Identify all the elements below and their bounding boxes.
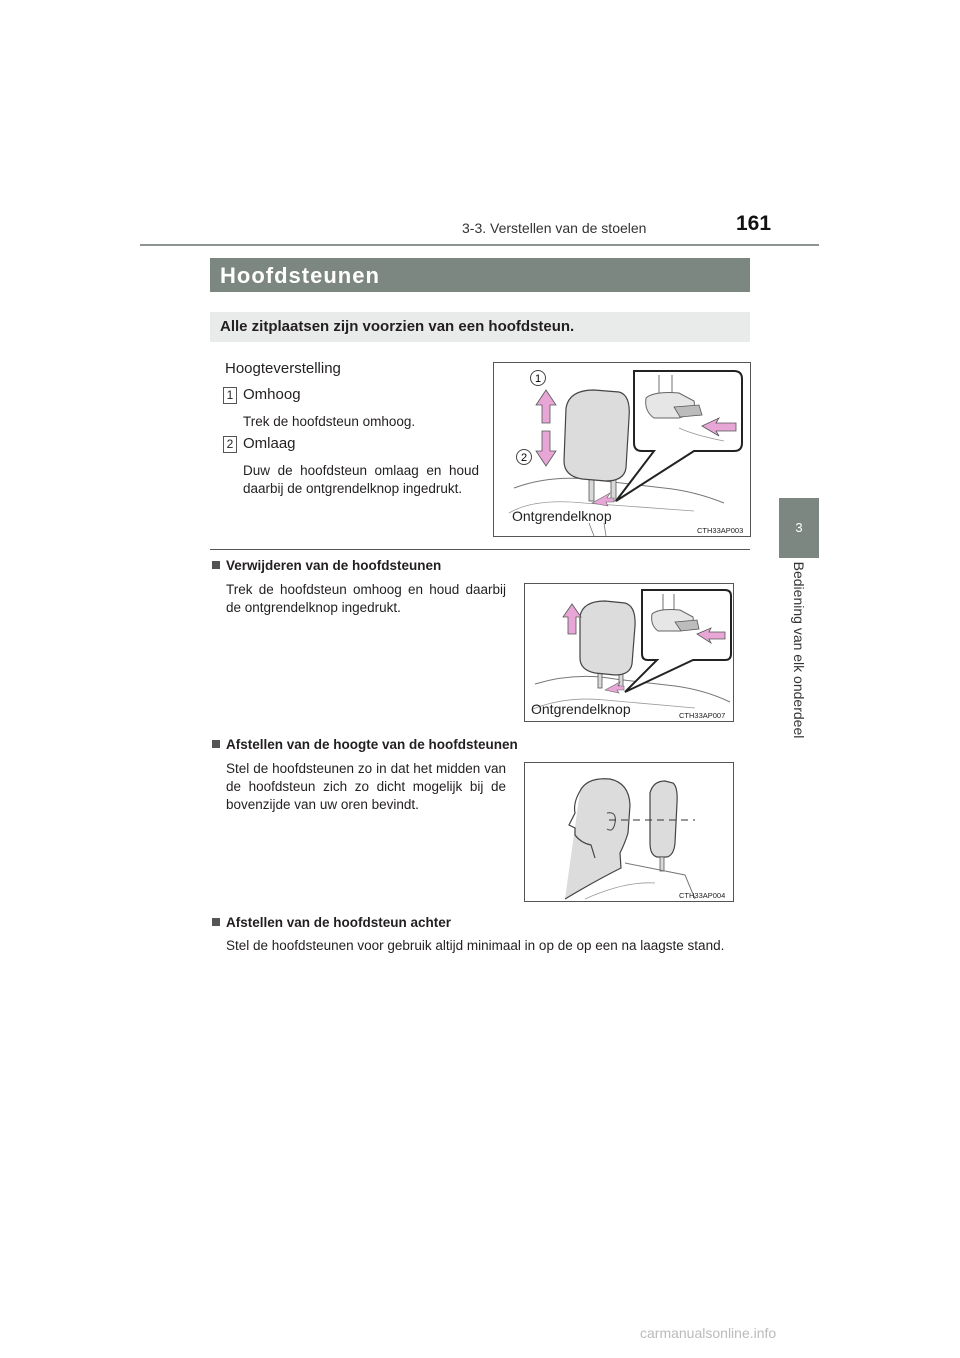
figure-code-2: CTH33AP007 — [679, 711, 726, 720]
section-heading-rear-text: Afstellen van de hoofdsteun achter — [226, 915, 452, 930]
zoom-bubble — [616, 371, 742, 501]
item-label-down: Omlaag — [243, 435, 296, 452]
header-rule — [140, 244, 819, 246]
bullet-square — [212, 561, 220, 569]
section-title: 3-3. Verstellen van de stoelen — [462, 220, 647, 236]
chapter-tab-label: Bediening van elk onderdeel — [791, 561, 807, 739]
page-title-bar — [210, 258, 750, 292]
headrest-stem — [660, 857, 664, 871]
intro-bar — [210, 312, 750, 342]
figure-height-adjust — [493, 362, 751, 537]
page-title: Hoofdsteunen — [220, 263, 380, 288]
figure-head-position — [524, 762, 734, 902]
item-number-1: 1 — [223, 387, 237, 404]
section-heading-height-text: Afstellen van de hoogte van de hoofdsteunen — [226, 737, 518, 752]
section-text-remove: Trek de hoofdsteun omhoog en houd daarbij de ontgrendelknop ingedrukt. — [226, 582, 506, 615]
arrow-up-icon — [563, 604, 581, 634]
item-label-up: Omhoog — [243, 386, 301, 403]
section-heading-remove — [212, 558, 441, 573]
headrest-adjust-illustration — [494, 363, 750, 536]
seat-contour — [585, 883, 655, 899]
height-adjust-heading: Hoogteverstelling — [225, 360, 341, 377]
callout-1-text: 1 — [534, 373, 542, 385]
head-silhouette — [565, 779, 630, 899]
section-heading-height — [212, 737, 518, 752]
bullet-square — [212, 740, 220, 748]
figure-code-3: CTH33AP004 — [679, 891, 726, 900]
intro-text: Alle zitplaatsen zijn voorzien van een hoofdsteun. — [220, 318, 575, 335]
section-text-rear: Stel de hoofdsteunen voor gebruik altijd minimaal in op de op een na laagste stand. — [226, 938, 725, 953]
bullet-square — [212, 918, 220, 926]
item-desc-down: Duw de hoofdsteun omlaag en houd daarbij de ontgrendelknop ingedrukt. — [243, 463, 479, 496]
headrest — [580, 601, 635, 675]
callout-2-text: 2 — [520, 452, 528, 464]
section-text-height: Stel de hoofdsteunen zo in dat het midden van de hoofdsteun zich zo dicht mogelijk bij de bovenzijde van uw oren bevindt. — [226, 761, 506, 812]
chapter-tab: 3 — [779, 498, 819, 558]
zoom-bubble — [625, 590, 731, 692]
release-button-label: Ontgrendelknop — [531, 701, 631, 717]
figure-remove-headrest — [524, 583, 734, 722]
headrest-remove-illustration — [525, 584, 733, 721]
footer-watermark: carmanualsonline.info — [640, 1325, 777, 1341]
page-number: 161 — [736, 212, 772, 235]
item-number-2: 2 — [223, 436, 237, 453]
section-separator — [210, 549, 750, 550]
section-heading-remove-text: Verwijderen van de hoofdsteunen — [226, 558, 442, 573]
arrow-down-icon — [536, 431, 556, 466]
figure-code-1: CTH33AP003 — [697, 526, 744, 535]
item-desc-up: Trek de hoofdsteun omhoog. — [243, 414, 416, 429]
headrest — [564, 390, 629, 481]
arrow-up-icon — [536, 390, 556, 423]
headrest — [650, 781, 677, 857]
head-position-illustration — [525, 763, 733, 901]
section-heading-rear — [212, 915, 451, 930]
release-button-label: Ontgrendelknop — [512, 508, 612, 524]
seat-seam — [589, 523, 606, 536]
